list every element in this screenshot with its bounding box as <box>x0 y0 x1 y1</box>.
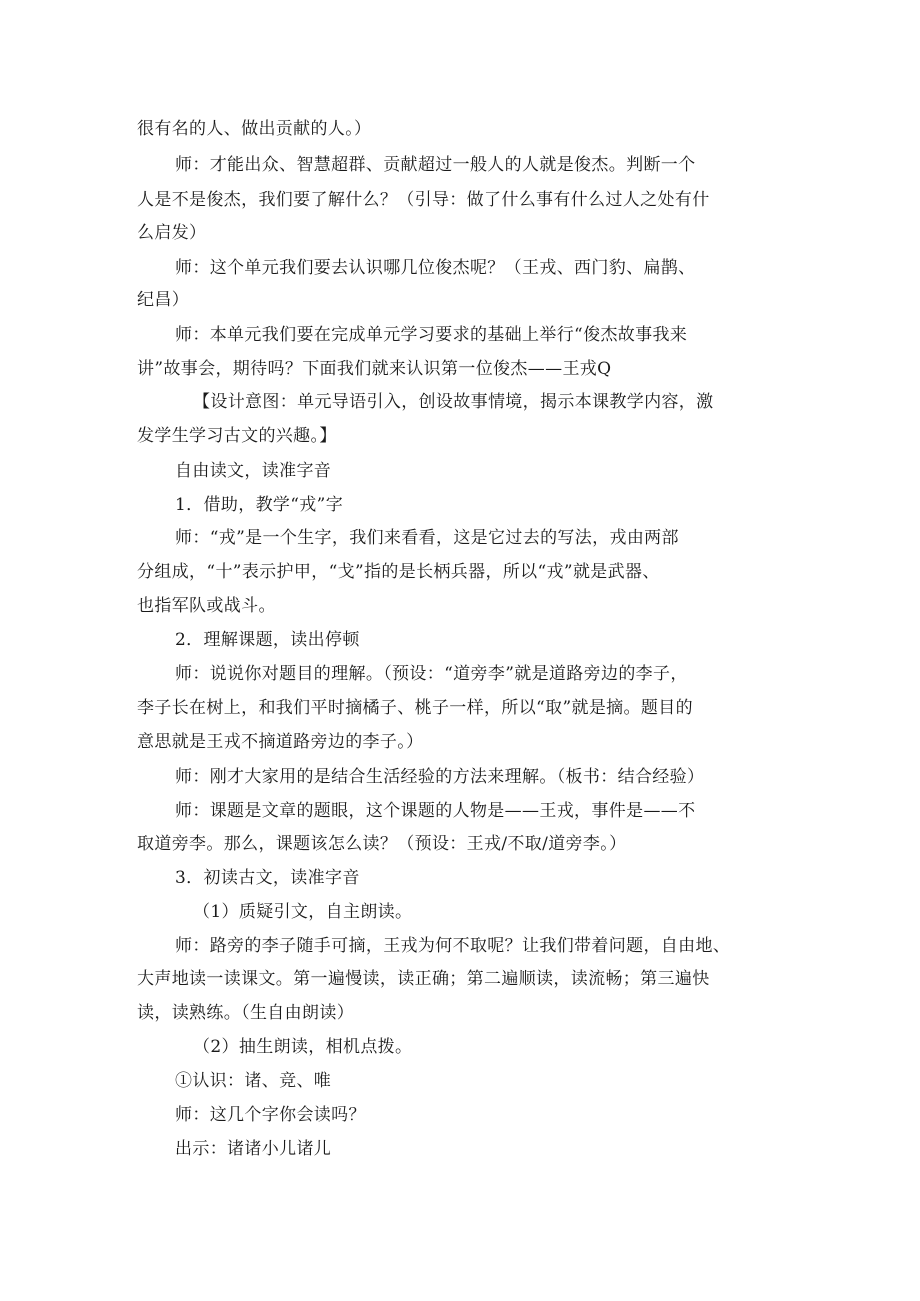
section-heading: 3．初读古文，读准字音 <box>175 868 360 888</box>
text-line: 取道旁李。那么，课题该怎么读？（预设：王戎/不取/道旁李。） <box>137 834 627 854</box>
subsection-heading: （2）抽生朗读，相机点拨。 <box>193 1037 413 1057</box>
text-line: 大声地读一读课文。第一遍慢读，读正确；第二遍顺读，读流畅；第三遍快 <box>137 969 710 989</box>
design-intent: 【设计意图：单元导语引入，创设故事情境，揭示本课教学内容，激 <box>193 392 714 412</box>
text-line: 师：“戎”是一个生字，我们来看看，这是它过去的写法，戎由两部 <box>175 528 679 548</box>
text-line: 师：刚才大家用的是结合生活经验的方法来理解。（板书：结合经验） <box>175 767 705 787</box>
text-line: 很有名的人、做出贡献的人。） <box>137 119 372 139</box>
text-line: 出示：诸诸小儿诸儿 <box>175 1139 332 1159</box>
text-line: 师：路旁的李子随手可摘，王戎为何不取呢？让我们带着问题，自由地、 <box>175 936 731 956</box>
text-line: 纪昌） <box>137 290 190 310</box>
text-line: 师：才能出众、智慧超群、贡献超过一般人的人就是俊杰。判断一个 <box>175 155 696 175</box>
text-line: 么启发） <box>137 223 207 243</box>
text-line: 也指军队或战斗。 <box>137 596 276 616</box>
text-line: 分组成，“十”表示护甲，“戈”指的是长柄兵器，所以“戎”就是武器、 <box>137 562 660 582</box>
section-heading: 2．理解课题，读出停顿 <box>175 630 360 650</box>
section-heading: 自由读文，读准字音 <box>175 461 332 481</box>
subsection-heading: （1）质疑引文，自主朗读。 <box>193 902 413 922</box>
text-line: 师：这几个字你会读吗？ <box>175 1105 366 1125</box>
text-line: 师：这个单元我们要去认识哪几位俊杰呢？（王戎、西门豹、扁鹊、 <box>175 258 696 278</box>
text-line: ①认识：诸、竞、唯 <box>175 1071 332 1091</box>
text-line: 人是不是俊杰，我们要了解什么？（引导：做了什么事有什么过人之处有什 <box>137 190 710 210</box>
text-line: 师：说说你对题目的理解。（预设：“道旁李”就是道路旁边的李子， <box>175 664 688 684</box>
text-line: 师：课题是文章的题眼，这个课题的人物是——王戎，事件是——不 <box>175 801 696 821</box>
text-line: 意思就是王戎不摘道路旁边的李子。） <box>137 732 424 752</box>
text-line: 李子长在树上，和我们平时摘橘子、桃子一样，所以“取”就是摘。题目的 <box>137 698 693 718</box>
design-intent: 发学生学习古文的兴趣。】 <box>137 426 337 446</box>
text-line: 讲”故事会，期待吗？下面我们就来认识第一位俊杰——王戎Q <box>137 359 612 379</box>
text-line: 读，读熟练。（生自由朗读） <box>137 1003 355 1023</box>
text-line: 师：本单元我们要在完成单元学习要求的基础上举行“俊杰故事我来 <box>175 325 688 345</box>
section-heading: 1．借助，教学“戎”字 <box>175 495 344 515</box>
